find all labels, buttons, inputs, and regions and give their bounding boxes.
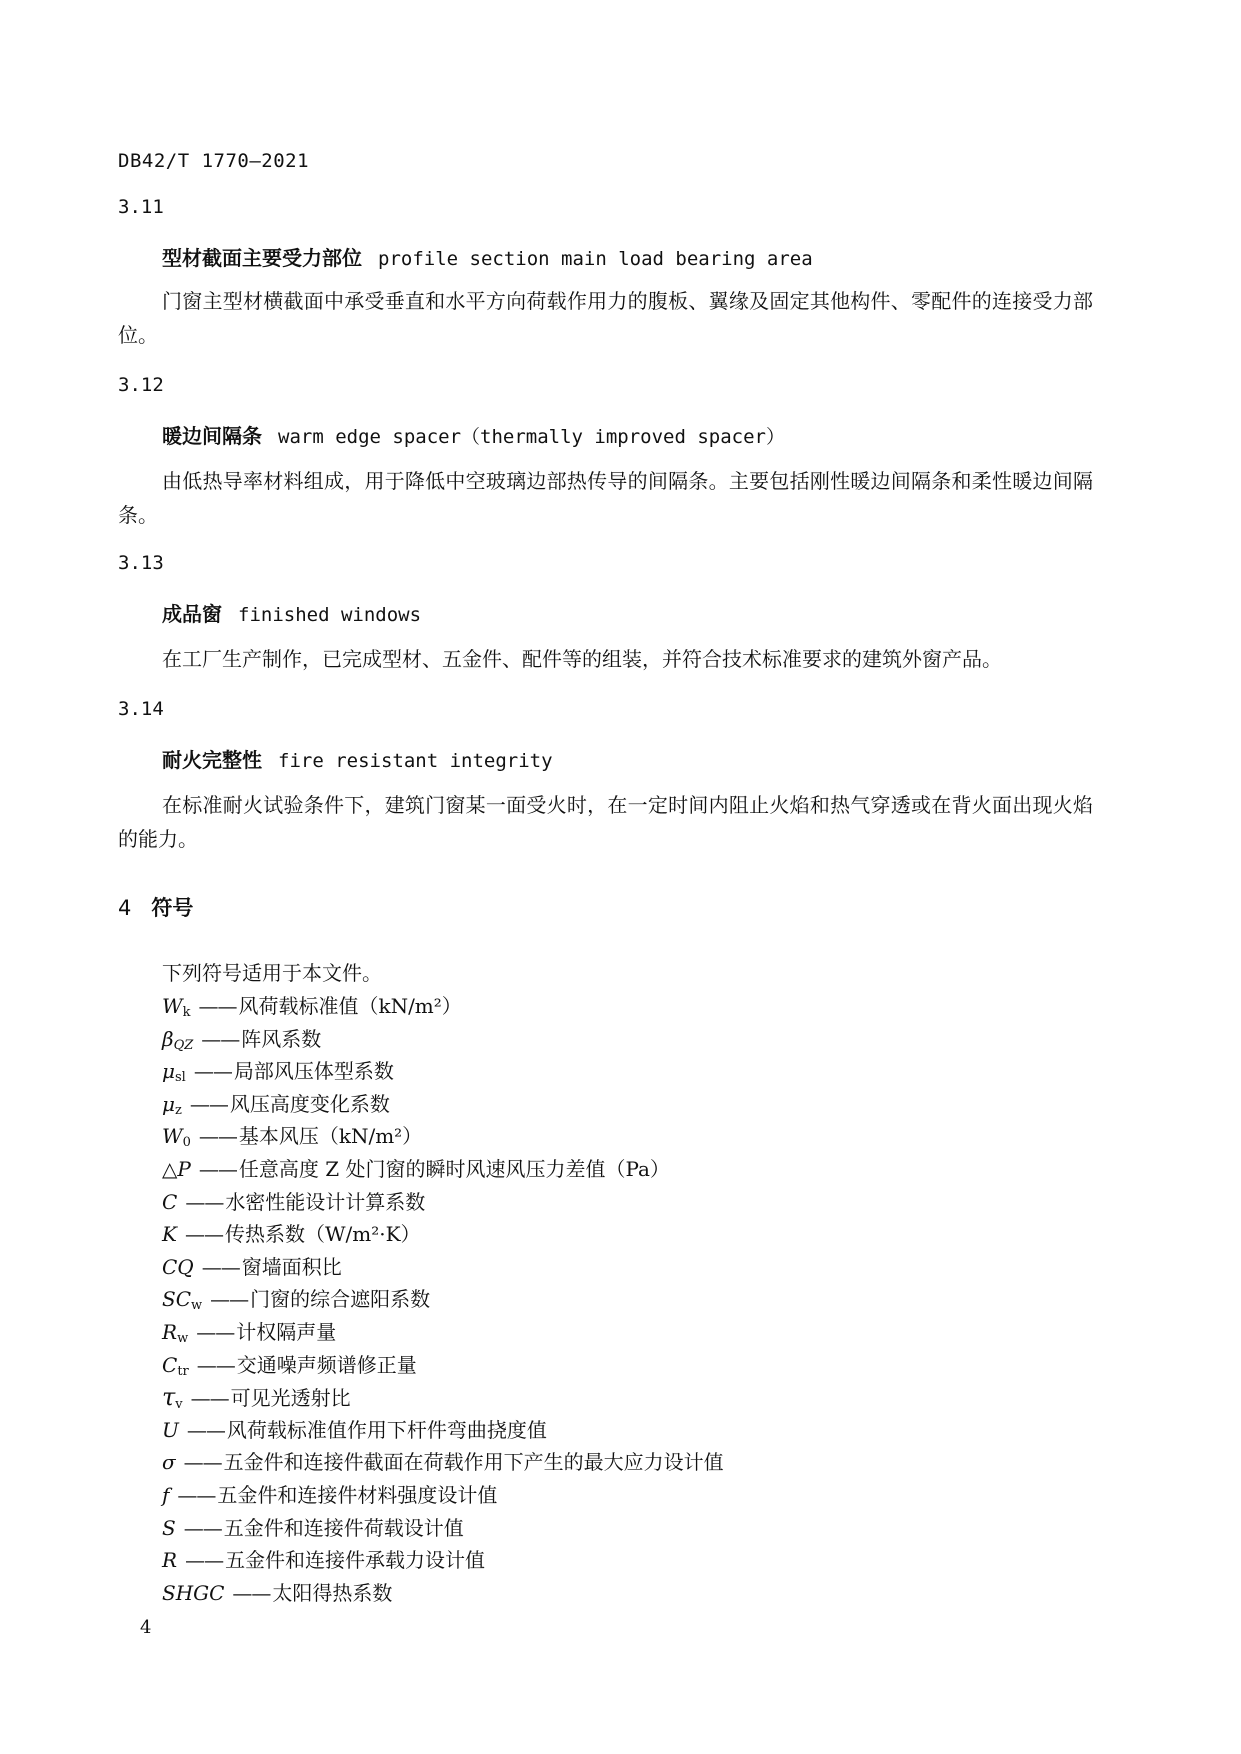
- symbol-row: [162, 1186, 1062, 1219]
- section-number: 4: [118, 896, 132, 920]
- symbol-list: [162, 990, 1062, 1609]
- term-zh: 型材截面主要受力部位: [162, 246, 362, 270]
- symbol-subscript: tr: [177, 1363, 189, 1379]
- symbol-description: 五金件和连接件截面在荷载作用下产生的最大应力设计值: [223, 1450, 724, 1475]
- symbol-row: [162, 1381, 1062, 1414]
- symbol-dash: ——: [186, 1417, 225, 1442]
- symbol: σ: [162, 1450, 176, 1475]
- section-heading: [118, 892, 193, 922]
- symbol-description: 传热系数（W/m²·K）: [224, 1222, 421, 1247]
- symbol-row: [162, 1577, 1062, 1610]
- term-en: warm edge spacer（thermally improved spacer）: [278, 426, 785, 448]
- symbol-description: 计权隔声量: [236, 1319, 337, 1344]
- clause-number: 3.14: [118, 698, 164, 720]
- term-heading: [162, 598, 421, 627]
- clause-number: 3.12: [118, 374, 164, 396]
- symbol: K: [162, 1222, 177, 1247]
- symbol-subscript: v: [175, 1397, 183, 1413]
- symbol-description: 任意高度 Z 处门窗的瞬时风速风压力差值（Pa）: [238, 1156, 670, 1181]
- symbol-row: [162, 1316, 1062, 1349]
- symbol-description: 窗墙面积比: [241, 1254, 342, 1279]
- symbol-row: [162, 1544, 1062, 1577]
- symbol-dash: ——: [232, 1580, 271, 1605]
- symbol-row: [162, 1414, 1062, 1447]
- symbol-description: 局部风压体型系数: [233, 1059, 394, 1084]
- term-heading: [162, 242, 813, 271]
- term-definition: 由低热导率材料组成，用于降低中空玻璃边部热传导的间隔条。主要包括刚性暖边间隔条和柔性暖边间隔条。: [118, 469, 1093, 527]
- term-definition: 门窗主型材横截面中承受垂直和水平方向荷载作用力的腹板、翼缘及固定其他构件、零配件的连接受力部位。: [118, 289, 1093, 347]
- term-zh: 耐火完整性: [162, 748, 262, 772]
- symbol: W: [162, 1124, 183, 1149]
- symbol-description: 阵风系数: [241, 1026, 322, 1051]
- symbol-description: 可见光透射比: [230, 1386, 351, 1411]
- symbol-dash: ——: [177, 1482, 216, 1507]
- term-en: finished windows: [238, 604, 422, 626]
- symbol: C: [162, 1189, 178, 1214]
- symbol-subscript: sl: [175, 1070, 186, 1086]
- symbol-subscript: QZ: [173, 1037, 194, 1053]
- clause-number: 3.13: [118, 552, 164, 574]
- symbol-dash: ——: [201, 1254, 240, 1279]
- symbol: μ: [162, 1059, 175, 1084]
- symbol-dash: ——: [185, 1189, 224, 1214]
- symbol: R: [162, 1319, 178, 1344]
- term-en: fire resistant integrity: [278, 750, 553, 772]
- symbol: △P: [162, 1156, 191, 1181]
- symbol: τ: [162, 1383, 176, 1412]
- symbol-row: [162, 1512, 1062, 1545]
- symbol-dash: ——: [183, 1450, 222, 1475]
- symbol: C: [162, 1352, 178, 1377]
- symbol-dash: ——: [198, 994, 237, 1018]
- symbol-description: 风荷载标准值（kN/m²）: [238, 994, 462, 1018]
- symbol-dash: ——: [198, 1124, 237, 1149]
- section-title: 符号: [151, 896, 194, 920]
- symbol-description: 太阳得热系数: [272, 1580, 393, 1605]
- symbol-dash: ——: [198, 1156, 237, 1181]
- symbol-subscript: w: [191, 1298, 203, 1314]
- symbol-subscript: k: [182, 1005, 191, 1020]
- symbol-dash: ——: [189, 1091, 228, 1116]
- symbol-row: [162, 990, 1062, 1023]
- symbol-dash: ——: [185, 1548, 224, 1573]
- symbol-subscript: 0: [182, 1135, 191, 1151]
- symbol-subscript: z: [175, 1102, 182, 1118]
- clause-number: 3.11: [118, 196, 164, 218]
- term-en: profile section main load bearing area: [378, 248, 813, 270]
- symbol-description: 水密性能设计计算系数: [225, 1189, 426, 1214]
- term-definition: 在工厂生产制作，已完成型材、五金件、配件等的组装，并符合技术标准要求的建筑外窗产品。: [162, 647, 1002, 671]
- symbol-row: [162, 1251, 1062, 1284]
- symbol-description: 风荷载标准值作用下杆件弯曲挠度值: [226, 1417, 547, 1442]
- symbol-row: [162, 1120, 1062, 1153]
- symbol: S: [162, 1515, 176, 1540]
- symbol-row: [162, 1283, 1062, 1316]
- symbol-row: [162, 1023, 1062, 1056]
- symbol-description: 交通噪声频谱修正量: [236, 1352, 417, 1377]
- symbol-description: 基本风压（kN/m²）: [238, 1124, 423, 1149]
- symbol-dash: ——: [210, 1287, 249, 1312]
- symbol-row: [162, 1153, 1062, 1186]
- symbol-dash: ——: [196, 1319, 235, 1344]
- symbol-row: [162, 1218, 1062, 1251]
- symbol: CQ: [162, 1254, 194, 1279]
- symbol-row: [162, 1055, 1062, 1088]
- term-zh: 暖边间隔条: [162, 424, 262, 448]
- symbol: f: [162, 1482, 170, 1507]
- symbol-dash: ——: [196, 1352, 235, 1377]
- term-heading: [162, 744, 553, 773]
- term-zh: 成品窗: [162, 602, 222, 626]
- symbol-row: [162, 1446, 1062, 1479]
- symbol-row: [162, 1349, 1062, 1382]
- symbol: μ: [162, 1091, 175, 1116]
- symbol-dash: ——: [190, 1386, 229, 1411]
- symbol: R: [162, 1548, 178, 1573]
- symbol-description: 五金件和连接件荷载设计值: [223, 1515, 464, 1540]
- symbol-description: 风压高度变化系数: [229, 1091, 390, 1116]
- symbol-dash: ——: [184, 1222, 223, 1247]
- symbol-dash: ——: [193, 1059, 232, 1084]
- symbol-description: 门窗的综合遮阳系数: [250, 1287, 431, 1312]
- symbol-dash: ——: [183, 1515, 222, 1540]
- symbol: U: [162, 1417, 179, 1442]
- symbol: β: [162, 1026, 174, 1051]
- symbol: SC: [162, 1287, 192, 1312]
- document-id: DB42/T 1770—2021: [118, 150, 310, 172]
- symbol-description: 五金件和连接件承载力设计值: [225, 1548, 486, 1573]
- symbol-subscript: w: [177, 1330, 189, 1346]
- symbol: SHGC: [162, 1580, 225, 1605]
- page-number: 4: [140, 1617, 152, 1638]
- term-heading: [162, 420, 785, 449]
- symbol-row: [162, 1479, 1062, 1512]
- symbol-row: [162, 1088, 1062, 1121]
- symbol-dash: ——: [201, 1026, 240, 1051]
- term-definition: 在标准耐火试验条件下，建筑门窗某一面受火时，在一定时间内阻止火焰和热气穿透或在背火面出现火焰的能力。: [118, 793, 1093, 851]
- symbol: W: [162, 994, 183, 1018]
- symbols-intro: 下列符号适用于本文件。: [162, 961, 382, 985]
- symbol-description: 五金件和连接件材料强度设计值: [217, 1482, 498, 1507]
